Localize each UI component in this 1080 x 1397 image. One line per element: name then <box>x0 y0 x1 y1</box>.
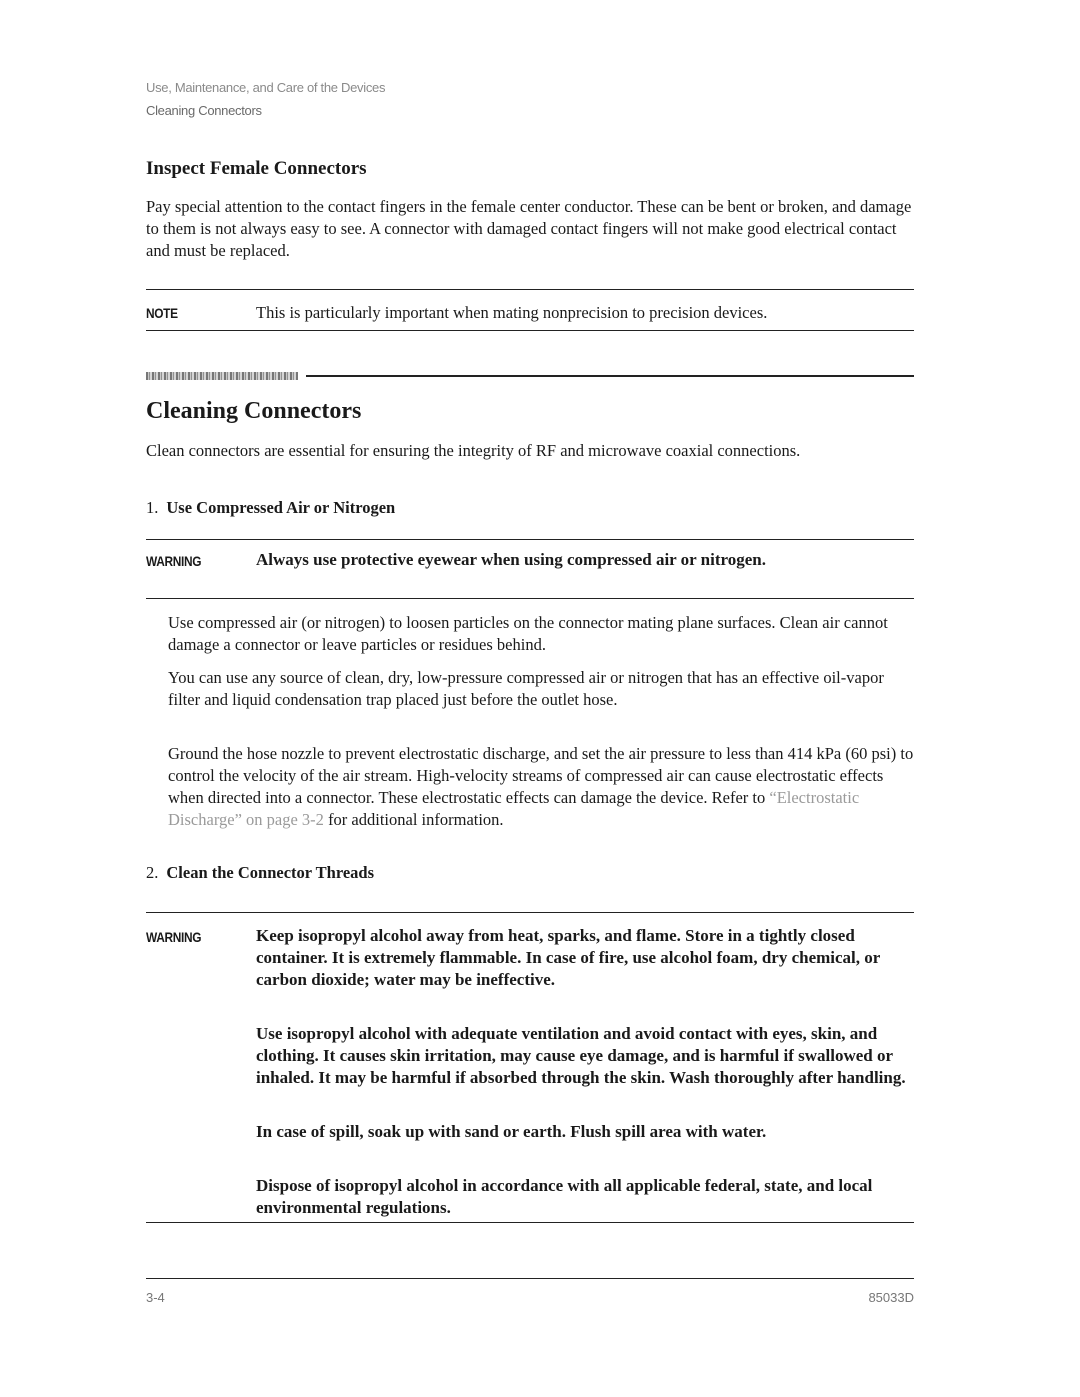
note-label: NOTE <box>146 305 178 321</box>
warning-2-dispose: Dispose of isopropyl alcohol in accordance with all applicable federal, state, and local environmental regulations. <box>256 1176 873 1217</box>
esd-cross-reference-link[interactable]: “Electrostatic Discharge” on page 3-2 <box>168 788 860 829</box>
warning-1-bottom-rule <box>146 598 914 599</box>
warning-1-top-rule <box>146 539 914 540</box>
note-top-rule <box>146 289 914 290</box>
step-2-heading <box>146 863 374 883</box>
air-source-paragraph: You can use any source of clean, dry, low-pressure compressed air or nitrogen that has an effective oil-vapor filter and liquid condensation trap placed just before the outlet hose. <box>168 668 884 709</box>
inspect-female-heading: Inspect Female Connectors <box>146 158 367 179</box>
warning-1-text: Always use protective eyewear when using compressed air or nitrogen. <box>256 550 766 569</box>
note-bottom-rule <box>146 330 914 331</box>
warning-2-spill: In case of spill, soak up with sand or earth. Flush spill area with water. <box>256 1122 767 1141</box>
warning-1-label: WARNING <box>146 553 202 569</box>
warning-2-ventilation: Use isopropyl alcohol with adequate ventilation and avoid contact with eyes, skin, and clothing. It causes skin irritation, may cause eye damage, and is harmful if swallowed or inhaled. It may be harmful if absorbed through the skin. Wash thoroughly after handling. <box>256 1024 906 1087</box>
warning-2-top-rule <box>146 912 914 913</box>
step-1-heading <box>146 498 395 518</box>
page-number: 3-4 <box>146 1290 165 1305</box>
cleaning-connectors-heading: Cleaning Connectors <box>146 398 362 424</box>
footer-rule <box>146 1278 914 1279</box>
section-rule <box>306 375 914 377</box>
compressed-air-paragraph: Use compressed air (or nitrogen) to loosen particles on the connector mating plane surfaces. Clean air cannot damage a connector or leave particles or residues behind. <box>168 613 888 654</box>
esd-text-end: for additional information. <box>323 810 504 829</box>
warning-2-label: WARNING <box>146 929 202 945</box>
section-marker-bar <box>146 372 298 380</box>
inspect-paragraph: Pay special attention to the contact fingers in the female center conductor. These can be bent or broken, and damage to them is not always easy to see. A connector with damaged contact fingers will not make good electrical contact and must be replaced. <box>146 197 912 260</box>
step-1-title: Use Compressed Air or Nitrogen <box>166 498 396 517</box>
running-header-section: Cleaning Connectors <box>146 103 262 118</box>
esd-paragraph <box>168 743 918 831</box>
step-1-number: 1. <box>146 498 159 517</box>
step-2-title: Clean the Connector Threads <box>166 863 375 882</box>
note-text: This is particularly important when mating nonprecision to precision devices. <box>256 303 768 322</box>
running-header-chapter: Use, Maintenance, and Care of the Devices <box>146 80 386 95</box>
esd-text: Ground the hose nozzle to prevent electrostatic discharge, and set the air pressure to less than 414 kPa (60 psi) to control the velocity of the air stream. High-velocity streams of compressed air can cause electrostatic effects when directed into a connector. These electrostatic effects can damage the device. Refer to <box>168 744 914 807</box>
step-2-number: 2. <box>146 863 159 882</box>
cleaning-intro: Clean connectors are essential for ensuring the integrity of RF and microwave coaxial connections. <box>146 441 801 460</box>
warning-2-bottom-rule <box>146 1222 914 1223</box>
warning-2-flammable: Keep isopropyl alcohol away from heat, sparks, and flame. Store in a tightly closed container. It is extremely flammable. In case of fire, use alcohol foam, dry chemical, or carbon dioxide; water may be ineffective. <box>256 926 881 989</box>
model-number: 85033D <box>868 1290 914 1305</box>
